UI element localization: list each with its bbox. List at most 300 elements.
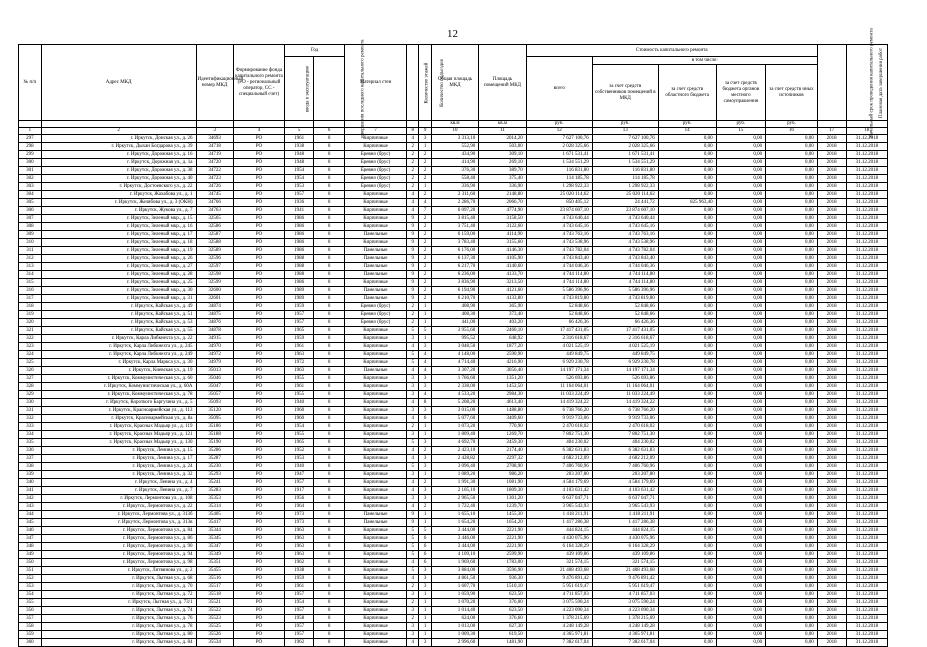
- cell-floors: 4: [407, 479, 419, 487]
- cell-row-number: 353: [19, 583, 42, 591]
- cell-year-built: 1948: [285, 159, 314, 167]
- cell-house-id: 35347: [196, 543, 233, 551]
- cell-row-number: 304: [19, 191, 42, 199]
- cell-year-built: 1955: [285, 431, 314, 439]
- cell-wall-material: Кирпичные: [345, 591, 407, 599]
- table-row: [19, 167, 888, 175]
- cell-entrances: 3: [419, 487, 431, 495]
- cell-premises-area: 2459,30: [479, 439, 526, 447]
- cell-address: г. Иркутск, Зеленый мкр., д. 27: [41, 263, 196, 271]
- cell-total-cost: 4 711 857,03: [526, 591, 592, 599]
- cell-wall-material: Кирпичные: [345, 495, 407, 503]
- cell-entrances: 2: [419, 279, 431, 287]
- cell-house-id: 32586: [196, 223, 233, 231]
- cell-total-cost: 404 230,02: [526, 439, 592, 447]
- cell-start-year: 2018: [817, 231, 846, 239]
- cell-year-built: 1986: [285, 239, 314, 247]
- header-wall-material: Материал стен: [345, 45, 407, 121]
- cell-entrances: 5: [419, 527, 431, 535]
- cell-other-cost: 0,00: [766, 271, 818, 279]
- cell-year-built: 1957: [285, 607, 314, 615]
- cell-row-number: 311: [19, 247, 42, 255]
- cell-year-last-repair: 0: [314, 175, 345, 183]
- cell-floors: 9: [407, 287, 419, 295]
- cell-end-date: 31.12.2018: [846, 519, 887, 527]
- header-total-cost: всего: [526, 57, 592, 121]
- cell-local-cost: 0,00: [716, 439, 766, 447]
- cell-end-date: 31.12.2018: [846, 207, 887, 215]
- cell-owners-cost: 203 207,80: [592, 471, 658, 479]
- cell-floors: 9: [407, 511, 419, 519]
- cell-address: г. Иркутск, Желябова ул., д. 3 (ОКН): [41, 199, 196, 207]
- table-row: [19, 151, 888, 159]
- cell-year-built: 1986: [285, 279, 314, 287]
- cell-address: г. Иркутск, Лермонтова ул., д. 86: [41, 535, 196, 543]
- cell-house-id: 34878: [196, 327, 233, 335]
- cell-house-id: 35521: [196, 599, 233, 607]
- cell-total-area: 1 969,60: [431, 559, 478, 567]
- cell-year-last-repair: 0: [314, 623, 345, 631]
- cell-end-date: 31.12.2018: [846, 135, 887, 143]
- cell-year-last-repair: 0: [314, 295, 345, 303]
- table-row: [19, 383, 888, 391]
- cell-wall-material: Кирпичные: [345, 343, 407, 351]
- table-row: [19, 479, 888, 487]
- cell-total-cost: 7 627 100,76: [526, 135, 592, 143]
- cell-premises-area: 3409,60: [479, 415, 526, 423]
- cell-total-cost: 4 584 179,69: [526, 479, 592, 487]
- cell-local-cost: 0,00: [716, 175, 766, 183]
- cell-house-id: 35345: [196, 535, 233, 543]
- cell-row-number: 320: [19, 319, 42, 327]
- cell-regional-cost: 0,00: [658, 431, 716, 439]
- cell-floors: 5: [407, 527, 419, 535]
- cell-floors: 3: [407, 623, 419, 631]
- cell-local-cost: 0,00: [716, 599, 766, 607]
- cell-floors: 9: [407, 247, 419, 255]
- cell-floors: 3: [407, 335, 419, 343]
- cell-year-last-repair: 0: [314, 599, 345, 607]
- cell-owners-cost: 449 849,75: [592, 351, 658, 359]
- cell-start-year: 2018: [817, 471, 846, 479]
- cell-entrances: 3: [419, 639, 431, 647]
- cell-owners-cost: 6 382 631,83: [592, 447, 658, 455]
- cell-premises-area: 1081,90: [479, 479, 526, 487]
- cell-fund-type: РО: [233, 367, 285, 375]
- column-index-cell: 18: [846, 128, 887, 135]
- cell-total-area: 3 444,00: [431, 527, 478, 535]
- cell-year-last-repair: 0: [314, 167, 345, 175]
- cell-local-cost: 0,00: [716, 223, 766, 231]
- cell-other-cost: 0,00: [766, 487, 818, 495]
- cell-row-number: 341: [19, 487, 42, 495]
- column-index-cell: 15: [716, 128, 766, 135]
- cell-house-id: 34874: [196, 303, 233, 311]
- cell-year-last-repair: 0: [314, 183, 345, 191]
- cell-end-date: 31.12.2018: [846, 151, 887, 159]
- cell-house-id: 35057: [196, 391, 233, 399]
- cell-house-id: 34693: [196, 135, 233, 143]
- cell-start-year: 2018: [817, 207, 846, 215]
- cell-premises-area: 4613,40: [479, 399, 526, 407]
- cell-start-year: 2018: [817, 479, 846, 487]
- cell-house-id: 35417: [196, 519, 233, 527]
- cell-wall-material: Кирпичные: [345, 479, 407, 487]
- cell-year-built: 1986: [285, 223, 314, 231]
- cell-regional-cost: 825 963,40: [658, 199, 716, 207]
- table-body: [19, 135, 888, 647]
- table-row: [19, 271, 888, 279]
- cell-entrances: 1: [419, 311, 431, 319]
- table-row: [19, 583, 888, 591]
- cell-start-year: 2018: [817, 183, 846, 191]
- cell-local-cost: 0,00: [716, 135, 766, 143]
- cell-start-year: 2018: [817, 527, 846, 535]
- cell-end-date: 31.12.2018: [846, 407, 887, 415]
- cell-floors: 3: [407, 471, 419, 479]
- cell-fund-type: РО: [233, 263, 285, 271]
- table-row: [19, 551, 888, 559]
- cell-wall-material: Кирпичные: [345, 487, 407, 495]
- cell-local-cost: 0,00: [716, 399, 766, 407]
- cell-year-built: 1948: [285, 151, 314, 159]
- cell-premises-area: 376,60: [479, 615, 526, 623]
- cell-start-year: 2018: [817, 255, 846, 263]
- cell-wall-material: Кирпичные: [345, 351, 407, 359]
- cell-owners-cost: 11 033 224,49: [592, 391, 658, 399]
- cell-entrances: 1: [419, 615, 431, 623]
- cell-floors: 9: [407, 231, 419, 239]
- cell-row-number: 339: [19, 471, 42, 479]
- cell-wall-material: Кирпичные: [345, 575, 407, 583]
- cell-house-id: 35241: [196, 479, 233, 487]
- cell-address: г. Иркутск, Короткого Баргузина ул., д. 5: [41, 399, 196, 407]
- cell-total-cost: 6 382 631,83: [526, 447, 592, 455]
- cell-floors: 4: [407, 199, 419, 207]
- cell-total-cost: 203 207,80: [526, 471, 592, 479]
- cell-house-id: 32598: [196, 271, 233, 279]
- cell-floors: 3: [407, 591, 419, 599]
- cell-wall-material: Кирпичные: [345, 631, 407, 639]
- cell-owners-cost: 2 028 325,66: [592, 143, 658, 151]
- cell-premises-area: 2148,80: [479, 191, 526, 199]
- cell-row-number: 352: [19, 575, 42, 583]
- cell-local-cost: 0,00: [716, 431, 766, 439]
- cell-premises-area: 1269,70: [479, 431, 526, 439]
- cell-entrances: 2: [419, 479, 431, 487]
- cell-floors: 2: [407, 167, 419, 175]
- header-including: в том числе:: [592, 57, 817, 65]
- cell-year-last-repair: 0: [314, 519, 345, 527]
- cell-address: г. Иркутск, Коммунистическая ул., д. 60: [41, 375, 196, 383]
- cell-other-cost: 0,00: [766, 631, 818, 639]
- cell-other-cost: 0,00: [766, 567, 818, 575]
- cell-wall-material: Кирпичные: [345, 623, 407, 631]
- table-row: [19, 567, 888, 575]
- cell-local-cost: 0,00: [716, 559, 766, 567]
- cell-owners-cost: 14 419 324,22: [592, 399, 658, 407]
- cell-house-id: 35283: [196, 487, 233, 495]
- cell-floors: 2: [407, 319, 419, 327]
- cell-owners-cost: 14 197 171,34: [592, 367, 658, 375]
- cell-end-date: 31.12.2018: [846, 223, 887, 231]
- cell-wall-material: Кирпичные: [345, 327, 407, 335]
- cell-fund-type: РО: [233, 471, 285, 479]
- cell-entrances: 4: [419, 391, 431, 399]
- table-row: [19, 375, 888, 383]
- cell-entrances: 4: [419, 359, 431, 367]
- cell-regional-cost: 0,00: [658, 343, 716, 351]
- cell-end-date: 31.12.2018: [846, 615, 887, 623]
- cell-address: г. Иркутск, Коммунистическая ул., д. 78: [41, 391, 196, 399]
- cell-other-cost: 0,00: [766, 223, 818, 231]
- cell-address: г. Иркутск, Красных Мадьяр ул., д. 121: [41, 431, 196, 439]
- cell-address: г. Иркутск, Лытная ул., д. 78: [41, 623, 196, 631]
- cell-year-last-repair: 0: [314, 391, 345, 399]
- cell-total-cost: 2 028 325,66: [526, 143, 592, 151]
- cell-local-cost: 0,00: [716, 487, 766, 495]
- table-row: [19, 439, 888, 447]
- capital-repair-table: [18, 27, 888, 647]
- cell-total-area: 5 077,60: [431, 415, 478, 423]
- cell-other-cost: 0,00: [766, 431, 818, 439]
- cell-other-cost: 0,00: [766, 527, 818, 535]
- cell-year-last-repair: 0: [314, 551, 345, 559]
- cell-owners-cost: 9 919 733,06: [592, 415, 658, 423]
- cell-end-date: 31.12.2018: [846, 431, 887, 439]
- cell-fund-type: РО: [233, 159, 285, 167]
- cell-regional-cost: 0,00: [658, 487, 716, 495]
- cell-regional-cost: 0,00: [658, 447, 716, 455]
- cell-row-number: 360: [19, 639, 42, 647]
- cell-year-built: 1952: [285, 447, 314, 455]
- cell-end-date: 31.12.2018: [846, 335, 887, 343]
- cell-total-cost: 449 849,75: [526, 351, 592, 359]
- cell-house-id: 34875: [196, 311, 233, 319]
- cell-owners-cost: 6 929 230,78: [592, 359, 658, 367]
- cell-year-last-repair: 0: [314, 415, 345, 423]
- cell-address: г. Иркутск, Красных Мадьяр ул., д. 119: [41, 423, 196, 431]
- cell-total-cost: 5 586 396,96: [526, 287, 592, 295]
- cell-local-cost: 0,00: [716, 159, 766, 167]
- table-row: [19, 255, 888, 263]
- cell-local-cost: 0,00: [716, 607, 766, 615]
- table-row: [19, 399, 888, 407]
- cell-other-cost: 0,00: [766, 359, 818, 367]
- cell-year-built: 1953: [285, 183, 314, 191]
- cell-row-number: 347: [19, 535, 42, 543]
- cell-other-cost: 0,00: [766, 543, 818, 551]
- cell-year-last-repair: 0: [314, 495, 345, 503]
- cell-premises-area: 4140,60: [479, 263, 526, 271]
- cell-wall-material: Кирпичные: [345, 471, 407, 479]
- column-index-cell: 3: [196, 128, 233, 135]
- cell-premises-area: 1809,30: [479, 487, 526, 495]
- cell-year-last-repair: 0: [314, 351, 345, 359]
- cell-premises-area: 2174,40: [479, 447, 526, 455]
- cell-address: г. Иркутск, Донская ул., д. 26: [41, 135, 196, 143]
- cell-year-last-repair: 0: [314, 223, 345, 231]
- cell-address: г. Иркутск, Лермонтова ул., д. 313б: [41, 511, 196, 519]
- cell-fund-type: РО: [233, 559, 285, 567]
- cell-local-cost: 0,00: [716, 623, 766, 631]
- cell-regional-cost: 0,00: [658, 303, 716, 311]
- cell-total-cost: 14 197 171,34: [526, 367, 592, 375]
- cell-end-date: 31.12.2018: [846, 183, 887, 191]
- cell-house-id: 35047: [196, 383, 233, 391]
- cell-start-year: 2018: [817, 439, 846, 447]
- cell-owners-cost: 21 408 493,68: [592, 567, 658, 575]
- cell-total-area: 1 809,40: [431, 431, 478, 439]
- header-total-area: Общая площадь МКД: [431, 45, 478, 121]
- table-row: [19, 199, 888, 207]
- cell-wall-material: Бревно (брус): [345, 319, 407, 327]
- cell-row-number: 323: [19, 343, 42, 351]
- cell-end-date: 31.12.2018: [846, 327, 887, 335]
- cell-entrances: 2: [419, 247, 431, 255]
- cell-owners-cost: 4 711 857,03: [592, 591, 658, 599]
- cell-floors: 4: [407, 503, 419, 511]
- cell-house-id: 34763: [196, 207, 233, 215]
- cell-house-id: 34970: [196, 343, 233, 351]
- cell-start-year: 2018: [817, 455, 846, 463]
- cell-year-last-repair: 0: [314, 487, 345, 495]
- cell-total-cost: 1 378 215,69: [526, 615, 592, 623]
- cell-floors: 3: [407, 431, 419, 439]
- cell-address: г. Иркутск, Карла Либкнехта ул., д. 249: [41, 351, 196, 359]
- table-row: [19, 495, 888, 503]
- cell-year-last-repair: 0: [314, 399, 345, 407]
- cell-premises-area: 4114,90: [479, 231, 526, 239]
- cell-premises-area: 336,90: [479, 183, 526, 191]
- cell-total-area: 558,40: [431, 175, 478, 183]
- cell-row-number: 325: [19, 359, 42, 367]
- cell-end-date: 31.12.2018: [846, 487, 887, 495]
- cell-total-cost: 116 831,80: [526, 167, 592, 175]
- cell-year-built: 1938: [285, 143, 314, 151]
- cell-fund-type: РО: [233, 439, 285, 447]
- cell-floors: 9: [407, 215, 419, 223]
- cell-premises-area: 4133,70: [479, 271, 526, 279]
- cell-address: г. Иркутск, Красных Мадьяр ул., д. 130: [41, 439, 196, 447]
- cell-local-cost: 0,00: [716, 391, 766, 399]
- cell-wall-material: Бревно (брус): [345, 151, 407, 159]
- cell-year-last-repair: 0: [314, 615, 345, 623]
- cell-wall-material: Кирпичные: [345, 607, 407, 615]
- cell-wall-material: Бревно (брус): [345, 167, 407, 175]
- cell-fund-type: РО: [233, 319, 285, 327]
- cell-total-cost: 6 929 230,78: [526, 359, 592, 367]
- cell-year-built: 1963: [285, 367, 314, 375]
- cell-row-number: 342: [19, 495, 42, 503]
- table-row: [19, 287, 888, 295]
- cell-total-area: 1 991,30: [431, 479, 478, 487]
- cell-wall-material: Кирпичные: [345, 399, 407, 407]
- cell-address: г. Иркутск, Кайская ул., д. 53: [41, 319, 196, 327]
- cell-row-number: 317: [19, 295, 42, 303]
- cell-house-id: 35344: [196, 527, 233, 535]
- cell-house-id: 32600: [196, 287, 233, 295]
- cell-total-cost: 52 848,66: [526, 303, 592, 311]
- cell-end-date: 31.12.2018: [846, 543, 887, 551]
- cell-other-cost: 0,00: [766, 463, 818, 471]
- cell-premises-area: 2297,32: [479, 455, 526, 463]
- cell-entrances: 3: [419, 583, 431, 591]
- cell-total-area: 624,00: [431, 615, 478, 623]
- cell-premises-area: 1654,20: [479, 519, 526, 527]
- cell-other-cost: 0,00: [766, 319, 818, 327]
- cell-entrances: 4: [419, 199, 431, 207]
- cell-total-area: 1 073,20: [431, 423, 478, 431]
- cell-total-cost: 11 033 224,49: [526, 391, 592, 399]
- cell-local-cost: 0,00: [716, 183, 766, 191]
- cell-regional-cost: 0,00: [658, 631, 716, 639]
- table-row: [19, 407, 888, 415]
- table-row: [19, 591, 888, 599]
- cell-year-built: 1936: [285, 199, 314, 207]
- cell-regional-cost: 0,00: [658, 391, 716, 399]
- cell-premises-area: 3158,50: [479, 215, 526, 223]
- cell-end-date: 31.12.2018: [846, 351, 887, 359]
- cell-owners-cost: 4 223 090,34: [592, 607, 658, 615]
- cell-other-cost: 0,00: [766, 559, 818, 567]
- cell-total-area: 3 815,40: [431, 215, 478, 223]
- cell-end-date: 31.12.2018: [846, 463, 887, 471]
- column-index-cell: 5: [285, 128, 314, 135]
- cell-premises-area: 648,92: [479, 335, 526, 343]
- cell-house-id: 35186: [196, 423, 233, 431]
- cell-end-date: 31.12.2018: [846, 439, 887, 447]
- cell-row-number: 356: [19, 607, 42, 615]
- cell-wall-material: Кирпичные: [345, 191, 407, 199]
- cell-wall-material: Панельные: [345, 263, 407, 271]
- cell-wall-material: Панельные: [345, 231, 407, 239]
- cell-owners-cost: 4 682 212,09: [592, 455, 658, 463]
- cell-fund-type: РО: [233, 279, 285, 287]
- cell-wall-material: Кирпичные: [345, 391, 407, 399]
- cell-house-id: 32565: [196, 215, 233, 223]
- cell-address: г. Иркутск, Дыхан Богдарова ул., д. 39: [41, 143, 196, 151]
- cell-floors: 3: [407, 407, 419, 415]
- cell-wall-material: Кирпичные: [345, 383, 407, 391]
- cell-wall-material: Кирпичные: [345, 439, 407, 447]
- cell-house-id: 32601: [196, 295, 233, 303]
- table-row: [19, 367, 888, 375]
- cell-year-last-repair: 0: [314, 375, 345, 383]
- cell-floors: 4: [407, 343, 419, 351]
- cell-address: г. Иркутск, Зеленый мкр., д. 18: [41, 239, 196, 247]
- cell-year-built: 1961: [285, 583, 314, 591]
- cell-premises-area: 309,10: [479, 151, 526, 159]
- cell-house-id: 35093: [196, 399, 233, 407]
- cell-floors: 2: [407, 583, 419, 591]
- cell-start-year: 2018: [817, 327, 846, 335]
- cell-address: г. Иркутск, Лытная ул., д. 74: [41, 607, 196, 615]
- column-index-cell: 17: [817, 128, 846, 135]
- table-row: [19, 631, 888, 639]
- cell-floors: 2: [407, 423, 419, 431]
- cell-regional-cost: 0,00: [658, 495, 716, 503]
- cell-start-year: 2018: [817, 335, 846, 343]
- cell-entrances: 2: [419, 447, 431, 455]
- cell-floors: 4: [407, 135, 419, 143]
- cell-house-id: 34979: [196, 359, 233, 367]
- cell-year-last-repair: 0: [314, 287, 345, 295]
- cell-fund-type: РО: [233, 247, 285, 255]
- cell-year-last-repair: 0: [314, 447, 345, 455]
- cell-floors: 2: [407, 175, 419, 183]
- cell-year-built: 1940: [285, 399, 314, 407]
